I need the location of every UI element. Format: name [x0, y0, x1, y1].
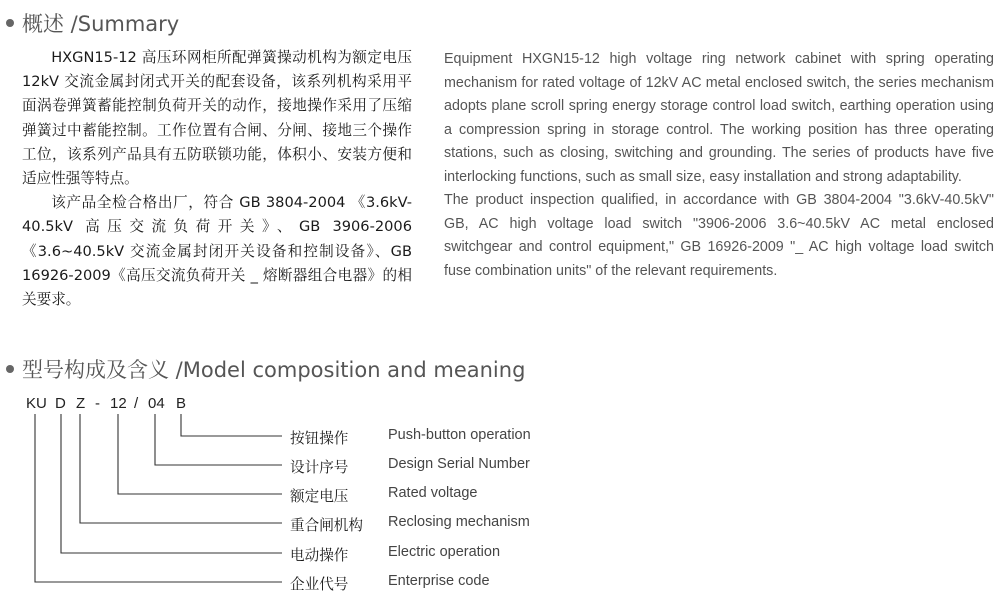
- label-en-enterprise-code: Enterprise code: [388, 573, 490, 589]
- label-cn-electric-operation: 电动操作: [290, 547, 349, 564]
- code-part-04: 04: [148, 395, 165, 412]
- model-title: 型号构成及含义 /Model composition and meaning: [22, 358, 526, 382]
- label-en-push-button: Push-button operation: [388, 427, 531, 443]
- connector-line-12: [118, 414, 282, 494]
- label-cn-rated-voltage: 额定电压: [290, 488, 349, 505]
- en-paragraph-2: The product inspection qualified, in accordance with GB 3804-2004 "3.6kV-40.5kV" GB, AC high voltage load switch "3906-2006 3.6~40.5kV AC metal enclosed switchgear and control equipment," GB 16926-2009 "_ AC high voltage load switch fuse combination units" of the relevant requirements.: [444, 192, 994, 279]
- code-part-z: Z: [76, 395, 86, 412]
- label-cn-design-serial: 设计序号: [290, 459, 349, 476]
- connector-line-d: [61, 414, 282, 553]
- code-part-12: 12: [110, 395, 127, 412]
- label-cn-push-button: 按钮操作: [290, 430, 349, 447]
- label-cn-reclosing: 重合闸机构: [290, 517, 363, 534]
- label-cn-enterprise-code: 企业代号: [290, 576, 349, 593]
- label-en-rated-voltage: Rated voltage: [388, 485, 478, 501]
- label-en-electric-operation: Electric operation: [388, 544, 501, 560]
- cn-paragraph-2: 该产品全检合格出厂，符合 GB 3804-2004 《3.6kV-40.5kV 高压交流负荷开关》、GB 3906-2006《3.6~40.5kV 交流金属封闭开关设备和控制设备》、GB 16926-2009《高压交流负荷开关 _ 熔断器组合电器》的相关要求。: [22, 194, 412, 309]
- code-part-dash: -: [95, 395, 100, 412]
- en-paragraph-1: Equipment HXGN15-12 high voltage ring network cabinet with spring operating mechanism for rated voltage of 12kV AC metal enclosed switch, the series mechanism adopts plane scroll spring energy storage control load switch, earthing operation using a compression spring in storage control. The working position has three operating stations, such as closing, switching and grounding. The series of products have five interlocking functions, such as small size, easy installation and strong adaptability.: [444, 51, 994, 185]
- cn-paragraph-1: HXGN15-12 高压环网柜所配弹簧操动机构为额定电压 12kV 交流金属封闭式开关的配套设备，该系列机构采用平面涡卷弹簧蓄能控制负荷开关的动作，接地操作采用了压缩弹簧过中蓄能控制。工作位置有合闸、分闸、接地三个操作工位，该系列产品具有五防联锁功能，体积小、安装方便和适应性强等特点。: [22, 49, 412, 188]
- code-part-b: B: [176, 395, 187, 412]
- connector-line-ku: [35, 414, 282, 582]
- label-en-reclosing: Reclosing mechanism: [388, 514, 530, 530]
- summary-title: 概述 /Summary: [22, 12, 180, 36]
- code-part-ku: KU: [26, 395, 47, 412]
- connector-line-04: [155, 414, 282, 465]
- code-part-slash: /: [134, 395, 139, 412]
- connector-line-b: [181, 414, 282, 436]
- code-part-d: D: [55, 395, 66, 412]
- label-en-design-serial: Design Serial Number: [388, 456, 530, 472]
